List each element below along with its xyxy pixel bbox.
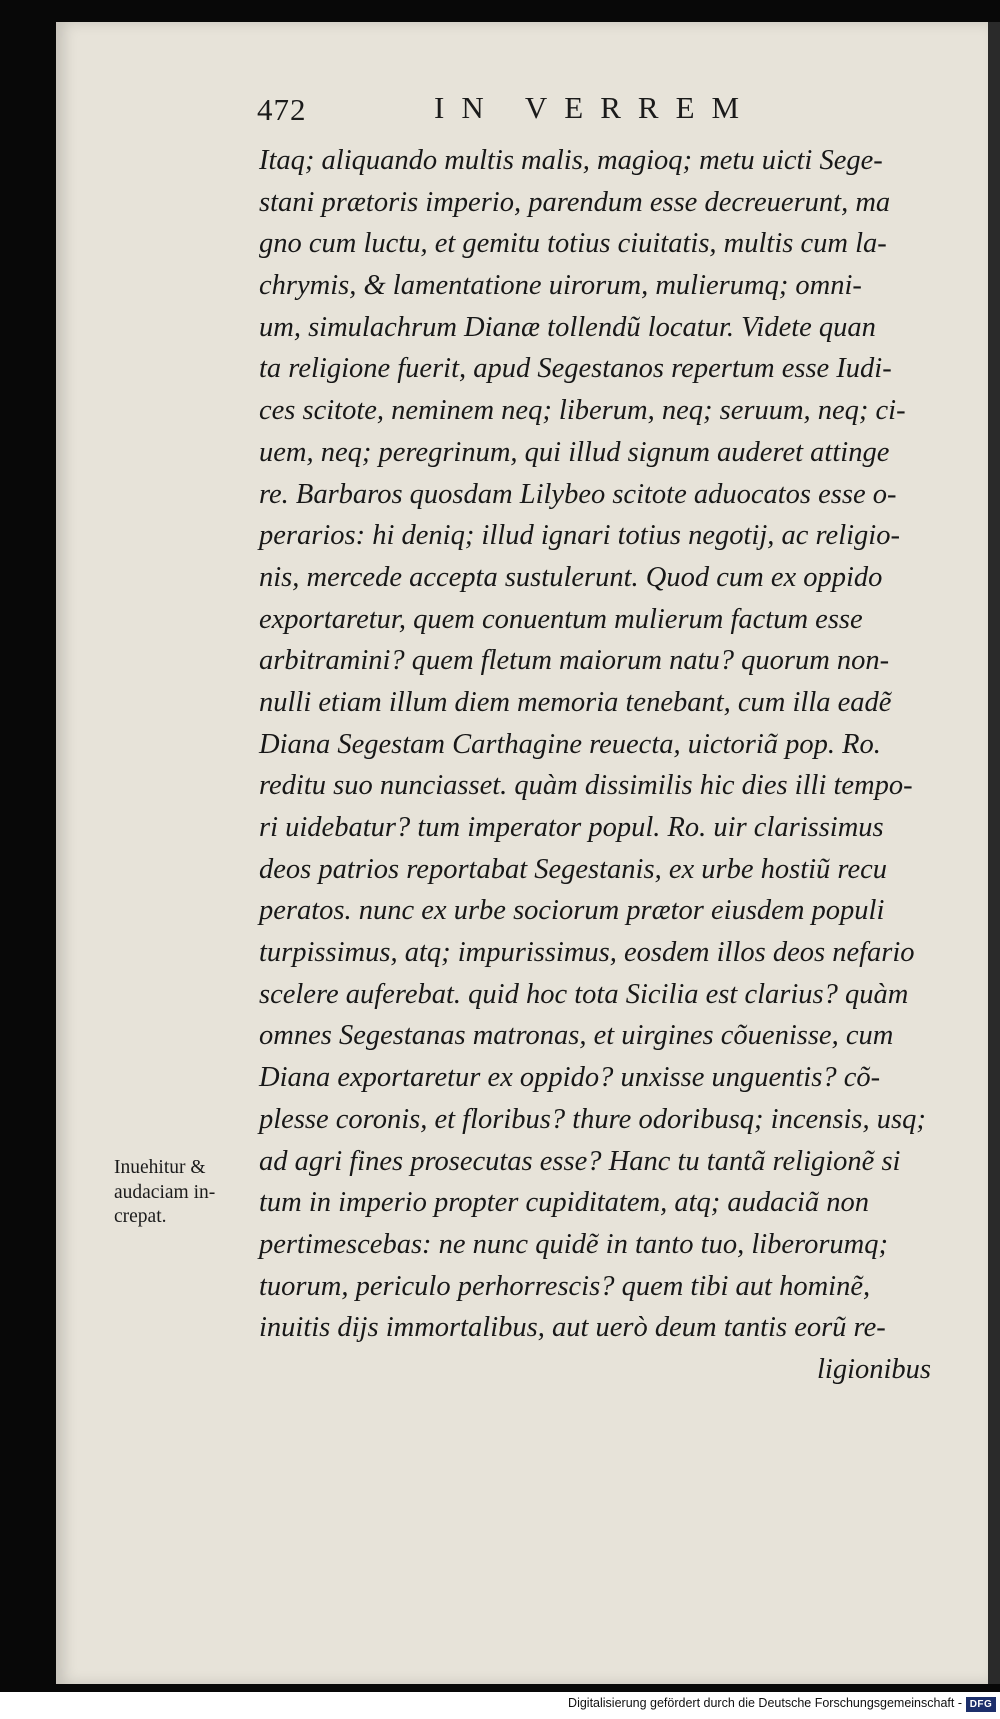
text-line: tuorum, periculo perhorrescis? quem tibi aut hominẽ, [259, 1270, 871, 1302]
page-edge [988, 22, 1000, 1684]
marginal-note-line: crepat. [114, 1206, 167, 1227]
text-line: scelere auferebat. quid hoc tota Sicilia est clarius? quàm [259, 978, 909, 1010]
text-line: inuitis dijs immortalibus, aut uerò deum tantis eorũ re- [259, 1312, 886, 1344]
text-line: ces scitote, neminem neq; liberum, neq; seruum, neq; ci- [259, 395, 906, 427]
text-line: reditu suo nunciasset. quàm dissimilis hic dies illi tempo- [259, 770, 913, 802]
text-line: ta religione fuerit, apud Segestanos repertum esse Iudi- [259, 353, 892, 385]
text-line: perarios: hi deniq; illud ignari totius negotij, ac religio- [259, 520, 900, 552]
text-line: arbitramini? quem fletum maiorum natu? quorum non- [259, 645, 890, 677]
text-line: peratos. nunc ex urbe sociorum prætor eiusdem populi [259, 895, 885, 927]
text-line: chrymis, & lamentatione uirorum, mulierumq; omni- [259, 270, 862, 302]
text-line: omnes Segestanas matronas, et uirgines cõuenisse, cum [259, 1020, 894, 1052]
marginal-note-line: Inuehitur & [114, 1157, 206, 1178]
text-line: deos patrios reportabat Segestanis, ex urbe hostiũ recu [259, 853, 887, 885]
text-line: Diana Segestam Carthagine reuecta, uictoriã pop. Ro. [259, 728, 881, 760]
text-line: nulli etiam illum diem memoria tenebant, cum illa eadẽ [259, 686, 892, 718]
text-line: uem, neq; peregrinum, qui illud signum auderet attinge [259, 436, 890, 468]
text-line: Itaq; aliquando multis malis, magioq; metu uicti Sege- [259, 145, 883, 176]
digitization-footer [0, 1692, 1000, 1719]
page-number: 472 [257, 92, 307, 127]
page-header [257, 90, 977, 132]
text-line: nis, mercede accepta sustulerunt. Quod cum ex oppido [259, 561, 883, 593]
text-line: stani prætoris imperio, parendum esse decreuerunt, ma [259, 186, 891, 218]
text-line: exportaretur, quem conuentum mulierum factum esse [259, 603, 863, 635]
text-line: tum in imperio propter cupiditatem, atq; audaciã non [259, 1187, 870, 1219]
marginal-note-line: audaciam in- [114, 1181, 216, 1203]
text-line: ad agri fines prosecutas esse? Hanc tu tantã religionẽ si [259, 1145, 901, 1177]
catchword: ligionibus [816, 1353, 931, 1385]
text-line: gno cum luctu, et gemitu totius ciuitatis, multis cum la- [259, 228, 887, 260]
text-line: Diana exportaretur ex oppido? unxisse unguentis? cõ- [259, 1062, 881, 1094]
dfg-logo-icon: DFG [966, 1697, 996, 1712]
text-line: ri uidebatur? tum imperator popul. Ro. uir clarissimus [259, 812, 884, 843]
text-line: plesse coronis, et floribus? thure odoribusq; incensis, usq; [259, 1103, 926, 1135]
text-line: pertimescebas: ne nunc quidẽ in tanto tuo, liberorumq; [259, 1228, 889, 1260]
footer-credit: Digitalisierung gefördert durch die Deutsche Forschungsgemeinschaft - [568, 1696, 962, 1710]
body-text [259, 140, 939, 1391]
running-head: IN VERREM [434, 90, 757, 125]
text-line: um, simulachrum Dianæ tollendũ locatur. Videte quan [259, 311, 876, 343]
text-line: re. Barbaros quosdam Lilybeo scitote aduocatos esse o- [259, 478, 897, 510]
text-line: turpissimus, atq; impurissimus, eosdem illos deos nefario [259, 937, 915, 969]
marginal-note [114, 1156, 254, 1230]
